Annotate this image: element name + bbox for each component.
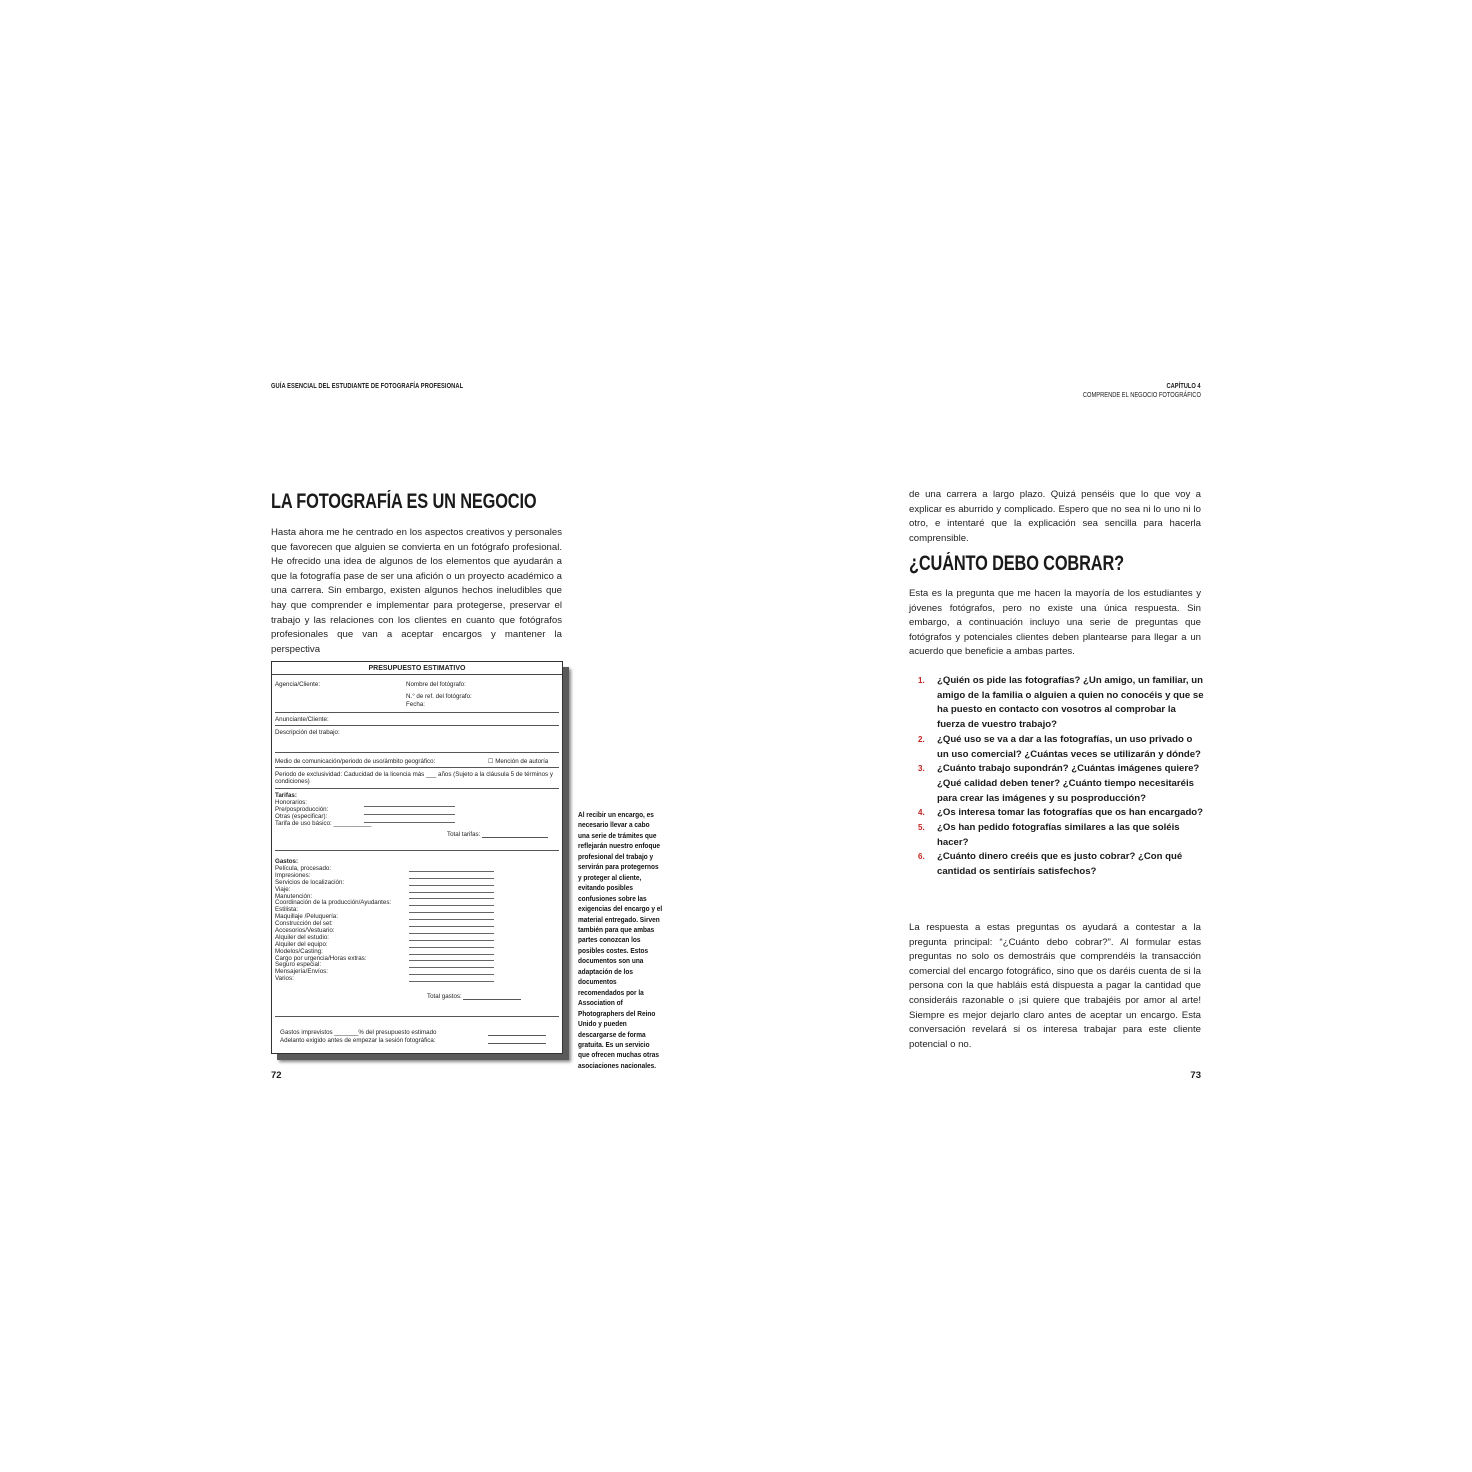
- adelanto-line: [488, 1037, 546, 1044]
- form-anunciante: Anunciante/Cliente:: [275, 716, 329, 723]
- form-total-tarifas: [447, 831, 548, 838]
- gasto-item: Alquiler del estudio:: [275, 933, 330, 941]
- questions-list: [909, 674, 1204, 880]
- total-tarifas-label: Total tarifas:: [447, 831, 481, 838]
- tarifa-preposproduccion: Pre/posproducción:: [275, 806, 329, 813]
- intro-paragraph: de una carrera a largo plazo. Quizá penséis que lo que voy a explicar es aburrido y complicado. Espero que no sea ni lo uno ni lo otro, e intentaré que la explicación sea sencilla para hacerla comprensible.: [909, 489, 1201, 544]
- form-fecha: Fecha:: [406, 701, 425, 708]
- list-text: ¿Quién os pide las fotografías? ¿Un amigo, un familiar, un amigo de la familia o alguien a quien no conocéis y que se ha puesto en contacto con vosotros al comprobar la fuerza de vuestro trabajo?: [937, 675, 1204, 731]
- gasto-item: Viaje:: [275, 885, 291, 893]
- tarifas-lines: [364, 799, 455, 823]
- form-adelanto: Adelanto exigido antes de empezar la sesión fotográfica:: [280, 1037, 436, 1044]
- form-agencia: Agencia/Cliente:: [275, 681, 321, 688]
- form-tarifas-title: Tarifas:: [275, 792, 297, 799]
- section-heading-right: ¿CUÁNTO DEBO COBRAR?: [909, 552, 1124, 575]
- list-text: ¿Os interesa tomar las fotografías que os han encargado?: [937, 807, 1204, 819]
- form-divider: [275, 1016, 559, 1017]
- chapter-label: CAPÍTULO 4: [1166, 383, 1201, 390]
- form-periodo: Periodo de exclusividad: Caducidad de la licencia más ___ años (Sujeto a la cláusula 5 de términos y condiciones): [275, 771, 553, 785]
- gasto-item: Construcción del set:: [275, 920, 333, 928]
- total-tarifas-line: [482, 831, 548, 838]
- list-text: ¿Cuánto dinero creéis que es justo cobrar? ¿Con qué cantidad os sentiríais satisfechos?: [937, 851, 1183, 878]
- body-paragraph-left: Hasta ahora me he centrado en los aspectos creativos y personales que favorecen que alguien se convierta en un fotógrafo profesional. He ofrecido una idea de algunos de los elementos que ayudarán a que la fotografía pase de ser una afición o un proyecto académico a una carrera. Sin embargo, existen algunos hechos ineludibles que hay que comprender e implementar para protegerse, preservar el trabajo y las relaciones con los clientes en cuanto que fotógrafos profesionales que van a aceptar encargos y mantener la perspectiva: [271, 527, 562, 655]
- form-divider: [275, 767, 559, 768]
- gasto-item: Varios:: [275, 975, 294, 983]
- paragraph-answer: La respuesta a estas preguntas os ayudará a contestar a la pregunta principal: “¿Cuánto debo cobrar?”. Al formular estas preguntas no solo os demostráis que comprendéis la transacción comercial del encargo fotográfico, sino que os daréis cuenta de si la persona con la que habláis está dispuesta a pagar la cantidad que consideráis razonable o ¡si quiere que trabajéis por amor al arte! Siempre es mejor dejarlo claro antes de aceptar un encargo. Esta conversación revelará si os interesa trabajar para este cliente potencial o no.: [909, 922, 1201, 1050]
- list-item: [909, 821, 1204, 850]
- total-gastos-label: Total gastos:: [427, 993, 462, 1000]
- running-head-left: GUÍA ESENCIAL DEL ESTUDIANTE DE FOTOGRAFÍA PROFESIONAL: [271, 383, 464, 390]
- list-item: [909, 762, 1204, 806]
- list-item: [909, 806, 1204, 821]
- list-text: ¿Cuánto trabajo supondrán? ¿Cuántas imágenes quiere? ¿Qué calidad deben tener? ¿Cuánto tiempo necesitaréis para crear las imágenes y su posproducción?: [937, 763, 1200, 804]
- list-number: 4.: [918, 808, 925, 818]
- gasto-item: Manutención:: [275, 892, 313, 900]
- form-divider: [275, 712, 559, 713]
- gasto-item: Película, procesado:: [275, 865, 332, 872]
- gasto-item: Cargo por urgencia/Horas extras:: [275, 954, 367, 962]
- form-title: PRESUPUESTO ESTIMATIVO: [272, 662, 562, 675]
- gasto-item: Servicios de localización:: [275, 878, 345, 886]
- tarifa-honorarios: Honorarios:: [275, 799, 307, 806]
- form-gastos-title: Gastos:: [275, 858, 299, 865]
- form-imprevistos: Gastos imprevistos _______% del presupuesto estimado: [280, 1029, 437, 1036]
- gasto-item: Coordinación de la producción/Ayudantes:: [275, 899, 392, 907]
- gasto-item: Impresiones:: [275, 871, 311, 879]
- page-number-left: 72: [271, 1070, 282, 1081]
- form-mencion-checkbox: ☐ Mención de autoría: [488, 758, 549, 765]
- gasto-item: Maquillaje /Peluquería:: [275, 913, 338, 921]
- gasto-item: Modelos/Casting:: [275, 947, 323, 955]
- list-number: 3.: [918, 764, 925, 774]
- gastos-lines: [409, 865, 494, 982]
- list-number: 5.: [918, 823, 925, 833]
- imprevistos-line: [488, 1029, 546, 1036]
- form-divider: [275, 850, 559, 851]
- gasto-item: Seguro especial:: [275, 961, 322, 969]
- form-divider: [275, 725, 559, 726]
- list-text: ¿Qué uso se va a dar a las fotografías, un uso privado o un uso comercial? ¿Cuántas veces se utilizarán y dónde?: [937, 733, 1201, 760]
- page-number-right: 73: [1190, 1070, 1201, 1081]
- form-divider: [275, 752, 559, 753]
- chapter-title: COMPRENDE EL NEGOCIO FOTOGRÁFICO: [1082, 392, 1201, 399]
- form-descripcion: Descripción del trabajo:: [275, 729, 340, 736]
- list-text: ¿Os han pedido fotografías similares a las que soléis hacer?: [937, 822, 1180, 848]
- list-number: 2.: [918, 734, 925, 744]
- list-number: 1.: [918, 676, 925, 685]
- list-number: 6.: [918, 852, 925, 862]
- form-medio: Medio de comunicación/periodo de uso/ámbito geográfico:: [275, 758, 436, 765]
- section-heading-left: LA FOTOGRAFÍA ES UN NEGOCIO: [271, 490, 537, 513]
- gasto-item: Accesorios/Vestuario:: [275, 927, 335, 935]
- form-nombre-fotografo: Nombre del fotógrafo:: [406, 681, 466, 688]
- form-caption: Al recibir un encargo, es necesario llevar a cabo una serie de trámites que reflejarán nuestro enfoque profesional del trabajo y servirán para protegernos y proteger al cliente, evitando posibles confusiones sobre las exigencias del encargo y el material entregado. Sirven también para que ambas partes conozcan los posibles costes. Estos documentos son una adaptación de los documentos recomendados por la Association of Photographers del Reino Unido y pueden descargarse de forma gratuita. Es un servicio que ofrecen muchas otras asociaciones nacionales.: [578, 810, 663, 1070]
- gasto-item: Alquiler del equipo:: [275, 940, 328, 948]
- list-item: [909, 674, 1204, 733]
- form-total-gastos: [427, 993, 521, 1000]
- total-gastos-line: [463, 993, 521, 1000]
- tarifa-uso-basico: Tarifa de uso básico: ___________: [275, 820, 372, 827]
- paragraph-questions-intro: Esta es la pregunta que me hacen la mayoría de los estudiantes y jóvenes fotógrafos, pero no existe una única respuesta. Sin embargo, a continuación incluyo una serie de preguntas que fotógrafos y potenciales clientes deben plantearse para llegar a un acuerdo que beneficie a ambas partes.: [909, 588, 1201, 658]
- form-ref-fotografo: N.° de ref. del fotógrafo:: [406, 693, 472, 700]
- gasto-item: Estilista:: [275, 906, 299, 914]
- list-item: [909, 733, 1204, 762]
- tarifa-otras: Otras (especificar):: [275, 813, 328, 820]
- form-divider: [275, 788, 559, 789]
- gasto-item: Mensajería/Envíos:: [275, 968, 328, 976]
- estimate-form: [271, 661, 563, 1054]
- list-item: [909, 850, 1204, 879]
